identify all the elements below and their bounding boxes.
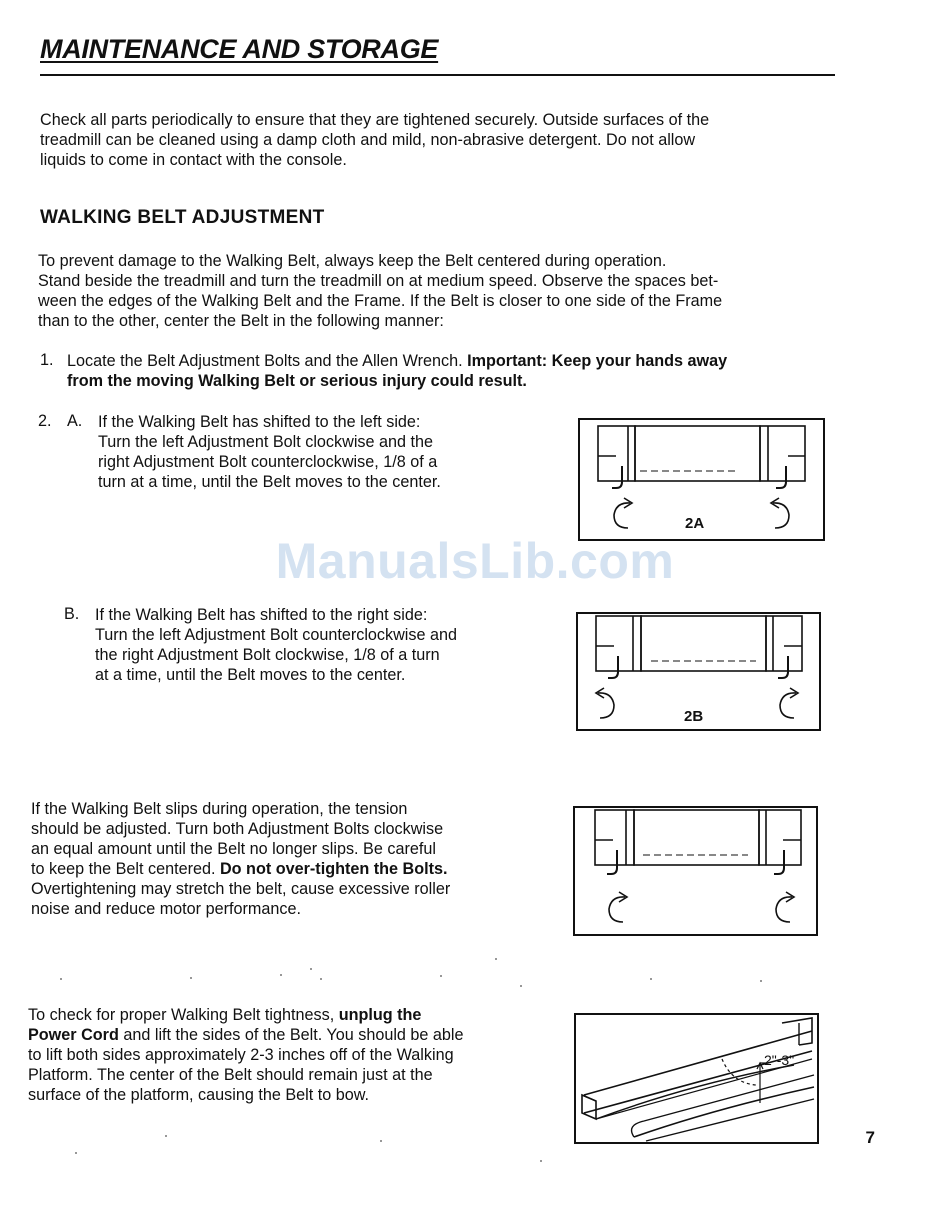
slip-line: noise and reduce motor performance.: [31, 900, 301, 918]
slip-line: If the Walking Belt slips during operation, the tension: [31, 800, 408, 818]
slip-line: to keep the Belt centered.: [31, 860, 216, 878]
step-2b-line: If the Walking Belt has shifted to the right side:: [95, 606, 428, 624]
step-2a-line: right Adjustment Bolt counterclockwise, 1/8 of a: [98, 453, 438, 471]
figure-belt-lift: [574, 1013, 819, 1144]
step-1-text: [67, 351, 727, 391]
step-2b-letter: B.: [64, 605, 80, 623]
figure-2b: [576, 612, 821, 731]
step-2a-line: turn at a time, until the Belt moves to the center.: [98, 473, 441, 491]
tightness-power-cord: Power Cord: [28, 1026, 119, 1044]
step-2b-text: [95, 605, 457, 685]
slip-line: Overtightening may stretch the belt, cause excessive roller: [31, 880, 451, 898]
section-intro-line: Stand beside the treadmill and turn the treadmill on at medium speed. Observe the spaces bet-: [38, 272, 719, 290]
figure-lift-label: 2"-3": [764, 1052, 795, 1068]
title-rule: [40, 74, 835, 76]
step-2b-line: the right Adjustment Bolt clockwise, 1/8 of a turn: [95, 646, 440, 664]
intro-line: Check all parts periodically to ensure that they are tightened securely. Outside surfaces of the: [40, 111, 710, 129]
section-intro-line: To prevent damage to the Walking Belt, always keep the Belt centered during operation.: [38, 252, 667, 270]
step-2a-line: Turn the left Adjustment Bolt clockwise and the: [98, 433, 434, 451]
intro-line: treadmill can be cleaned using a damp cloth and mild, non-abrasive detergent. Do not allow: [40, 131, 696, 149]
page-title: MAINTENANCE AND STORAGE: [40, 34, 439, 64]
figure-2b-label: 2B: [684, 708, 704, 725]
slip-paragraph: [31, 799, 450, 919]
section-intro-line: than to the other, center the Belt in the following manner:: [38, 312, 444, 330]
step-2a-line: If the Walking Belt has shifted to the left side:: [98, 413, 421, 431]
step-1-line-1: Locate the Belt Adjustment Bolts and the Allen Wrench.: [67, 352, 463, 370]
section-intro-line: ween the edges of the Walking Belt and the Frame. If the Belt is closer to one side of the Frame: [38, 292, 723, 310]
step-2-number: 2.: [38, 412, 52, 430]
tightness-paragraph: [28, 1005, 464, 1105]
step-1-warning: from the moving Walking Belt or serious injury could result.: [67, 372, 527, 390]
step-2b-line: at a time, until the Belt moves to the center.: [95, 666, 406, 684]
slip-line: an equal amount until the Belt no longer slips. Be careful: [31, 840, 436, 858]
section-heading: WALKING BELT ADJUSTMENT: [40, 207, 325, 228]
tightness-line: to lift both sides approximately 2-3 inches off of the Walking: [28, 1046, 454, 1064]
tightness-line: and lift the sides of the Belt. You should be able: [123, 1026, 464, 1044]
step-2b-line: Turn the left Adjustment Bolt counterclockwise and: [95, 626, 458, 644]
intro-line: liquids to come in contact with the console.: [40, 151, 347, 169]
tightness-line: surface of the platform, causing the Belt to bow.: [28, 1086, 370, 1104]
page-number: 7: [865, 1128, 875, 1147]
step-1-number: 1.: [40, 351, 54, 369]
watermark: ManualsLib.com: [275, 533, 675, 589]
step-2a-text: [98, 412, 441, 492]
tightness-line: Platform. The center of the Belt should remain just at the: [28, 1066, 433, 1084]
slip-warning: Do not over-tighten the Bolts.: [219, 860, 448, 878]
figure-2a-label: 2A: [685, 515, 705, 532]
step-2a-letter: A.: [67, 412, 83, 430]
tightness-unplug: unplug the: [338, 1006, 422, 1024]
section-intro-paragraph: [38, 251, 722, 331]
slip-line: should be adjusted. Turn both Adjustment Bolts clockwise: [31, 820, 444, 838]
figure-tension: [573, 806, 818, 936]
tightness-line: To check for proper Walking Belt tightness,: [28, 1006, 335, 1024]
step-1-important: Important: Keep your hands away: [467, 352, 728, 370]
intro-paragraph: [40, 110, 709, 170]
figure-2a: [578, 418, 825, 541]
